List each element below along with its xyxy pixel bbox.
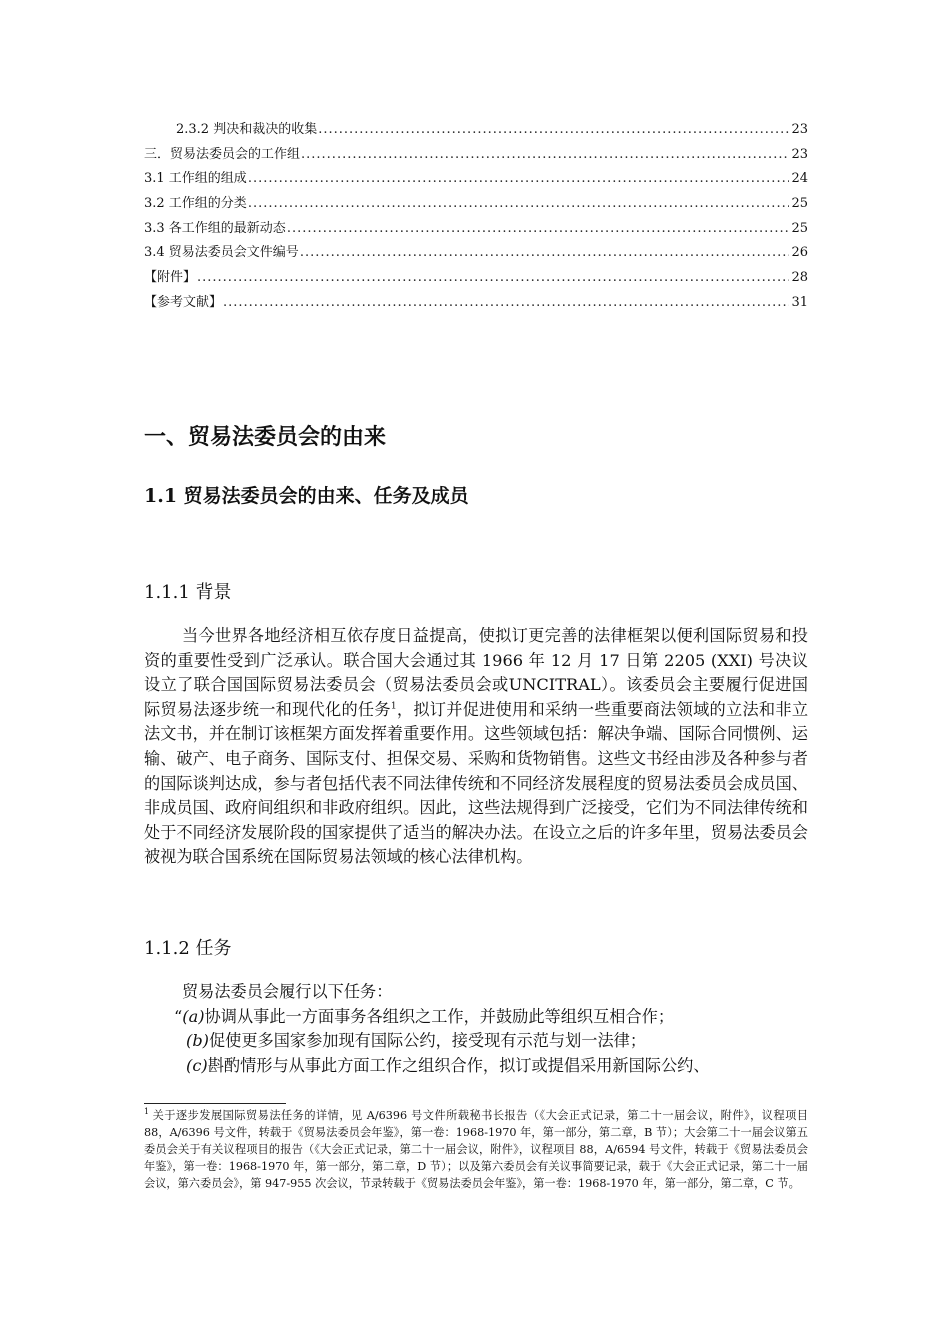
- toc-entry[interactable]: [144, 167, 808, 192]
- toc-entry-page: 25: [791, 220, 808, 236]
- toc-leader-dots: [287, 217, 789, 242]
- item-marker: (b): [186, 1031, 209, 1051]
- toc-leader-dots: [301, 143, 789, 168]
- task-list: [144, 980, 824, 1078]
- toc-entry-title: 3.1 工作组的组成: [144, 171, 247, 187]
- table-of-contents: [144, 118, 808, 316]
- toc-entry-title: 3.4 贸易法委员会文件编号: [144, 245, 299, 261]
- footnote: [144, 1108, 808, 1193]
- background-text-part2: ，拟订并促进使用和采纳一些重要商法领域的立法和非立法文书，并在制订该框架方面发挥着重要作用。这些领域包括：解决争端、国际合同惯例、运输、破产、电子商务、国际支付、担保交易、采购和货物销售。这些文书经由涉及各种参与者的国际谈判达成，参与者包括代表不同法律传统和不同经济发展程度的贸易法委员会成员国、非成员国、政府间组织和非政府组织。因此，这些法规得到广泛接受，它们为不同法律传统和处于不同经济发展阶段的国家提供了适当的解决办法。在设立之后的许多年里，贸易法委员会被视为联合国系统在国际贸易法领域的核心法律机构。: [144, 699, 809, 867]
- toc-entry-page: 28: [791, 270, 808, 286]
- item-text: 协调从事此一方面事务各组织之工作，并鼓励此等组织互相合作；: [204, 1006, 675, 1026]
- toc-entry-title: 【参考文献】: [144, 294, 223, 310]
- item-text: 斟酌情形与从事此方面工作之组织合作，拟订或提倡采用新国际公约、: [207, 1055, 710, 1075]
- toc-entry-title: 3.2 工作组的分类: [144, 196, 247, 212]
- background-text-part1: 当今世界各地经济相互依存度日益提高，使拟订更完善的法律框架以便利国际贸易和投资的重要性受到广泛承认。联合国大会通过其 1966 年 12 月 17 日第 2205 (XXI) 号决议设立了联合国国际贸易法委员会（贸易法委员会或UNCITRAL）。该委员会主要履行促进国际贸易法逐步统一和现代化的任务: [144, 626, 808, 719]
- subsection-heading-background: 1.1.1 背景: [144, 582, 232, 603]
- toc-entry-page: 26: [791, 245, 808, 261]
- toc-leader-dots: [300, 241, 789, 266]
- toc-entry-page: 23: [791, 146, 808, 162]
- toc-entry[interactable]: [144, 143, 808, 168]
- toc-leader-dots: [248, 192, 789, 217]
- chapter-heading: 一、贸易法委员会的由来: [144, 424, 387, 450]
- toc-entry-page: 25: [791, 196, 808, 212]
- task-item: [144, 1029, 824, 1054]
- task-item: [144, 1054, 824, 1079]
- toc-entry-page: 23: [791, 122, 808, 137]
- toc-entry[interactable]: [144, 192, 808, 217]
- toc-entry-page: 31: [791, 294, 808, 310]
- toc-leader-dots: [248, 167, 789, 192]
- toc-entry-title: 3.3 各工作组的最新动态: [144, 220, 286, 236]
- footnote-number: 1: [144, 1107, 150, 1117]
- toc-leader-dots: [223, 291, 789, 316]
- footnote-text: 关于逐步发展国际贸易法任务的详情，见 A/6396 号文件所载秘书长报告（《大会正式记录，第二十一届会议，附件》，议程项目 88，A/6396 号文件，转载于《贸易法委员会年鉴》，第一卷：1968-1970 年，第一部分，第二章，B 节）；大会第二十一届会议第五委员会关于有关议程项目的报告（《大会正式记录，第二十一届会议，附件》，议程项目 88，A/6594 号文件，转载于《贸易法委员会年鉴》，第一卷：1968-1970 年，第一部分，第二章，D 节）；以及第六委员会有关议事简要记录，载于《大会正式记录，第二十一届会议，第六委员会》，第 947-955 次会议，节录转载于《贸易法委员会年鉴》，第一卷：1968-1970 年，第一部分，第二章，C 节。: [144, 1109, 808, 1190]
- item-text: 促使更多国家参加现有国际公约，接受现有示范与划一法律；: [209, 1031, 647, 1051]
- toc-entry[interactable]: [144, 118, 808, 143]
- toc-entry[interactable]: [144, 241, 808, 266]
- toc-entry-title: 2.3.2 判决和裁决的收集: [176, 122, 318, 137]
- toc-entry[interactable]: [144, 217, 808, 242]
- toc-entry-page: 24: [791, 171, 808, 187]
- background-paragraph: [144, 624, 808, 870]
- toc-entry-title: 三．贸易法委员会的工作组: [144, 146, 301, 162]
- subsection-heading-task: 1.1.2 任务: [144, 938, 232, 959]
- toc-entry[interactable]: [144, 291, 808, 316]
- task-item: [144, 1005, 824, 1030]
- quote-mark: “: [174, 1006, 183, 1026]
- toc-leader-dots: [197, 266, 789, 291]
- item-marker: (a): [182, 1006, 205, 1026]
- toc-leader-dots: [318, 118, 789, 143]
- toc-entry-title: 【附件】: [144, 270, 197, 286]
- footnote-separator: [144, 1103, 286, 1104]
- footnote-reference[interactable]: 1: [390, 701, 397, 712]
- toc-entry[interactable]: [144, 266, 808, 291]
- item-marker: (c): [186, 1055, 208, 1075]
- section-heading: 1.1 贸易法委员会的由来、任务及成员: [144, 485, 469, 507]
- task-intro: 贸易法委员会履行以下任务：: [182, 982, 393, 1001]
